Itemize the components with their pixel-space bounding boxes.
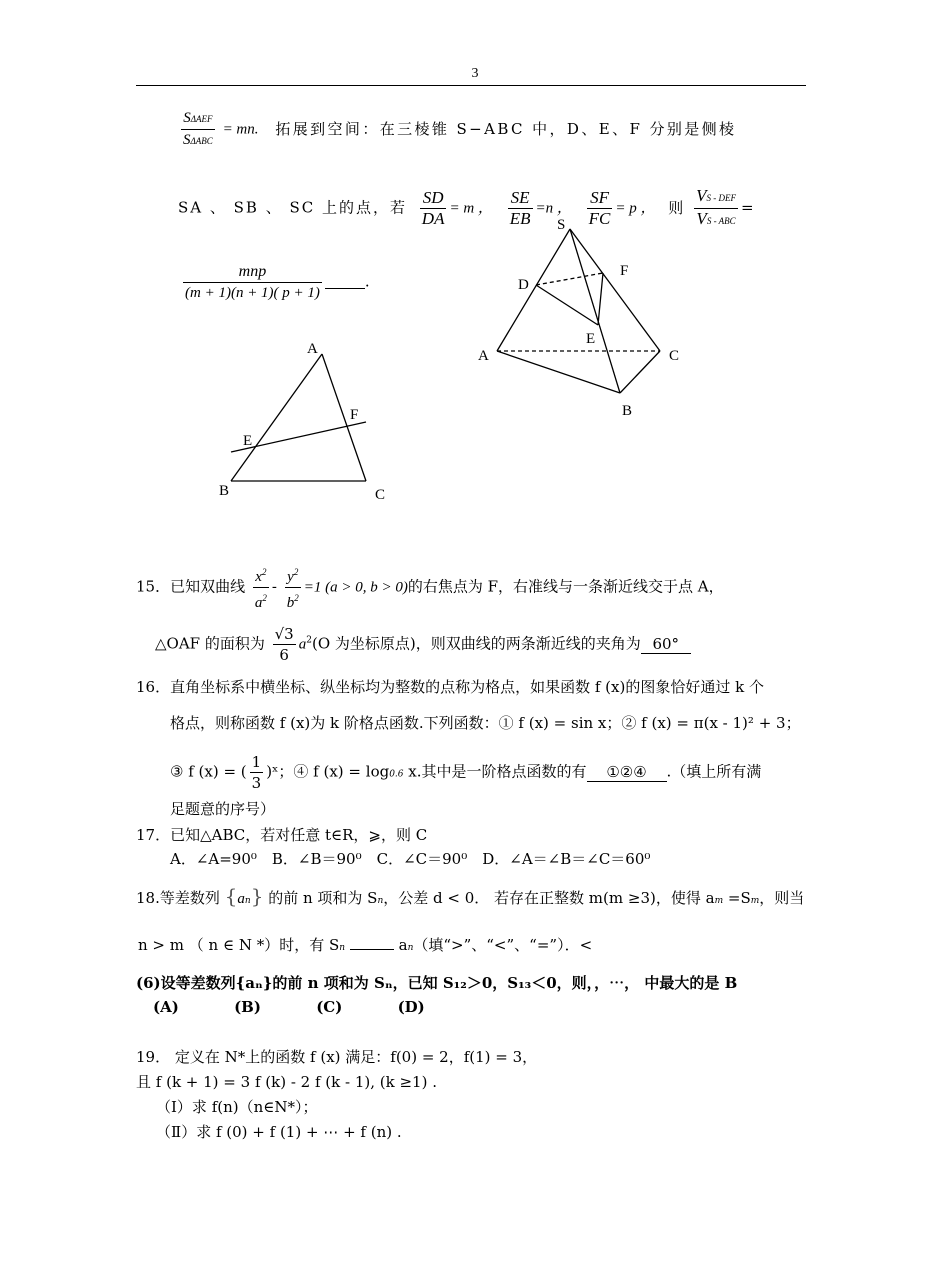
p15-line2: △OAF 的面积为 $\frac{√3}{6}$ $a^2(O$ 为坐标原点)，则双曲线的两条渐近线的夹角为 60° bbox=[155, 624, 691, 665]
tri-label-e: E bbox=[243, 433, 253, 449]
p14-answer: $\frac{\text{mnp}}{(m + 1)(n + 1)( p + 1)}$ . bbox=[185, 263, 370, 301]
p16-line4: 足题意的序号） bbox=[170, 800, 276, 818]
answer-underline bbox=[325, 288, 365, 289]
tri-label-b: B bbox=[219, 483, 230, 499]
label-e: E bbox=[586, 331, 596, 347]
p17-options: A．∠A=90⁰ B．∠B＝90⁰ C．∠C＝90⁰ D．∠A＝∠B＝∠C＝60⁰ bbox=[170, 850, 651, 868]
p17-line1: 17．已知△ABC，若对任意 t∈R，⩾，则 C bbox=[136, 826, 428, 844]
edge-df-hidden bbox=[536, 273, 603, 285]
side-ab bbox=[231, 354, 322, 481]
label-d: D bbox=[518, 277, 529, 293]
answer-fraction: $\frac{\text{mnp}}{(m + 1)(n + 1)( p + 1)}$ bbox=[185, 263, 320, 301]
p6-option-c: (C) bbox=[316, 998, 343, 1016]
sf-fc-fraction: $\frac{SF}{FC}$ bbox=[588, 188, 611, 228]
ratio-fraction: $\frac{\text{SΔAEF}}{\text{SΔABC}}$ bbox=[183, 110, 213, 148]
one-third-fraction: $\frac{1}{3}$ bbox=[251, 753, 262, 792]
p16-answer: ①②④ bbox=[587, 763, 667, 782]
label-s: S bbox=[557, 217, 566, 233]
p14-line2: SA 、 SB 、 SC 上的点，若 $\frac{SD}{DA}$ = m ， $\frac{SE}{EB}$ =n ， $\frac{SF}{FC}$ = p ， 则 $\frac{\text{VS - DEF}}{\text{VS - ABC}}$ = bbox=[178, 186, 754, 231]
tri-label-f: F bbox=[350, 407, 359, 423]
side-ac bbox=[322, 354, 366, 481]
triangle-figure bbox=[210, 335, 410, 510]
p6-option-a: (A) bbox=[153, 998, 179, 1016]
p18-line1: 18.等差数列 {an} 的前 n 项和为 Sn，公差 d < 0． 若存在正整数 m(m ≥3)，使得 am =Sm，则当 bbox=[136, 884, 805, 908]
p18-blank bbox=[350, 949, 394, 950]
p15-line1: 15．已知双曲线 $\frac{x^2}{a^2}$ - $\frac{y^2}{b^2}$ =1 (a > 0, b > 0)的右焦点为 F，右准线与一条渐近线交于点 A， bbox=[136, 562, 724, 613]
edge-bc bbox=[620, 351, 660, 393]
p6-option-b: (B) bbox=[234, 998, 261, 1016]
sd-da-fraction: $\frac{SD}{DA}$ bbox=[421, 188, 445, 228]
label-f: F bbox=[620, 263, 629, 279]
volume-fraction: $\frac{\text{VS - DEF}}{\text{VS - ABC}}$ bbox=[696, 186, 736, 228]
edge-ef bbox=[598, 273, 603, 325]
p19-line1: 19． 定义在 N*上的函数 f (x) 满足：f(0) = 2，f(1) = 3， bbox=[136, 1048, 538, 1066]
tri-label-a: A bbox=[307, 341, 318, 357]
p14-line1 bbox=[178, 108, 736, 151]
p16-line1: 16．直角坐标系中横坐标、纵坐标均为整数的点称为格点，如果函数 f (x)的图象恰好通过 k 个 bbox=[136, 678, 764, 696]
header-rule bbox=[136, 85, 806, 86]
tri-label-c: C bbox=[375, 487, 386, 503]
pyramid-figure bbox=[470, 215, 700, 425]
p6-options bbox=[153, 998, 425, 1016]
p19-line4: （Ⅱ）求 f (0) + f (1) + ⋯ + f (n) . bbox=[156, 1123, 402, 1141]
y2-b2-fraction: $\frac{y^2}{b^2}$ bbox=[285, 562, 301, 613]
label-c: C bbox=[669, 348, 680, 364]
se-eb-fraction: $\frac{SE}{EB}$ bbox=[509, 188, 531, 228]
sqrt3-6-fraction: $\frac{√3}{6}$ bbox=[274, 625, 294, 664]
label-b: B bbox=[622, 403, 633, 419]
p19-line3: （Ⅰ）求 f(n)（n∈N*）； bbox=[156, 1098, 318, 1116]
edge-sc bbox=[570, 229, 660, 351]
x2-a2-fraction: $\frac{x^2}{a^2}$ bbox=[253, 562, 269, 613]
p16-line2: 格点，则称函数 f (x)为 k 阶格点函数.下列函数：① f (x) = sin x；② f (x) = π(x - 1)² + 3； bbox=[170, 714, 801, 732]
edge-ab bbox=[497, 351, 620, 393]
edge-sa bbox=[497, 229, 570, 351]
p6-line1: (6)设等差数列{aₙ}的前 n 项和为 Sₙ，已知 S₁₂＞0，S₁₃＜0，则，，⋯， 中最大的是 B bbox=[136, 974, 738, 992]
p6-option-d: (D) bbox=[397, 998, 425, 1016]
ratio-eq: = mn. bbox=[222, 121, 259, 138]
p14-line1-text: 拓展到空间：在三棱锥 S−ABC 中，D、E、F 分别是侧棱 bbox=[275, 119, 737, 138]
p16-line3: ③ f (x) = ( $\frac{1}{3}$ )ˣ；④ f (x) = log0.6 x.其中是一阶格点函数的有 ①②④ .（填上所有满 bbox=[170, 753, 762, 792]
p19-line2: 且 f (k + 1) = 3 f (k) - 2 f (k - 1), (k ≥1) . bbox=[136, 1073, 437, 1091]
edge-sb bbox=[570, 229, 620, 393]
p15-answer: 60° bbox=[641, 635, 691, 654]
p18-line2: n > m （ n ∈ N *）时，有 Sn an（填“>”、“<”、“=”）．< bbox=[138, 936, 593, 954]
page-number: 3 bbox=[471, 66, 479, 81]
label-a: A bbox=[478, 348, 489, 364]
